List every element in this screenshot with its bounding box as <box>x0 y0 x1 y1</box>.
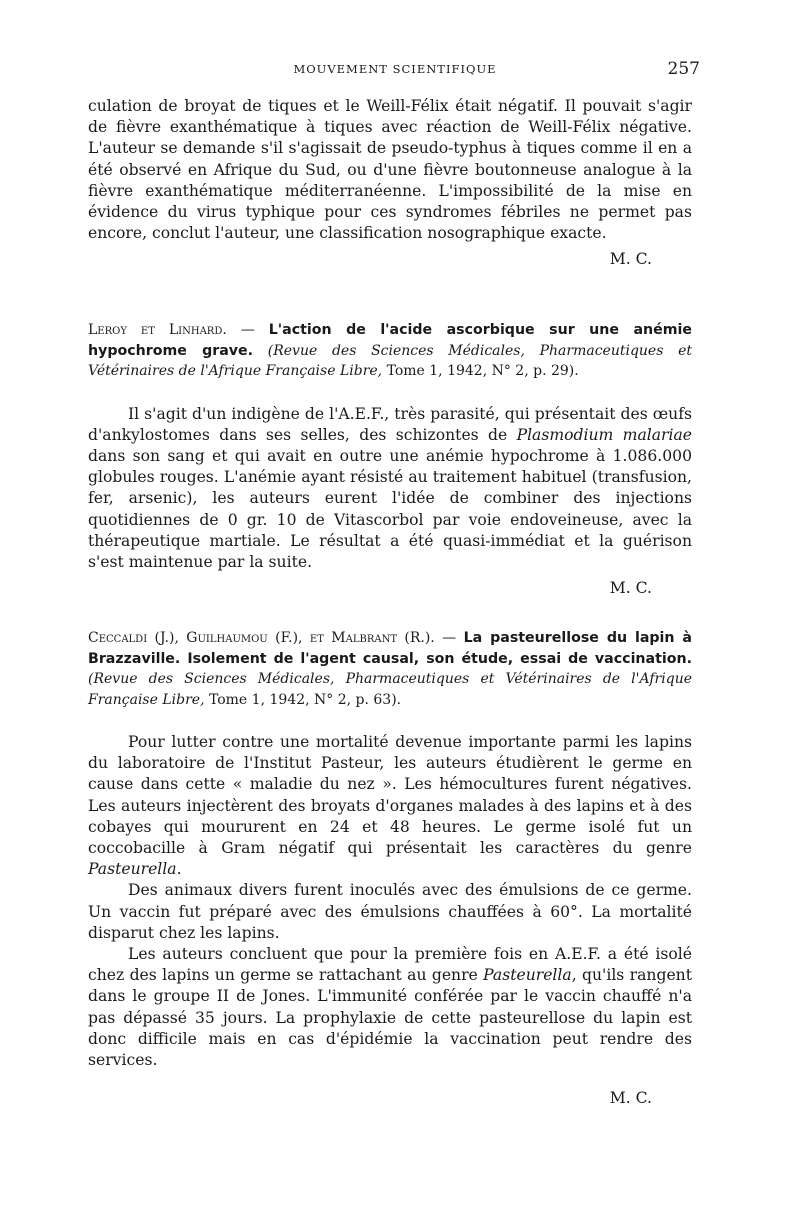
text: Il s'agit d'un indigène de l'A.E.F., très parasité, qui présentait des œufs d'ankylostomes dans ses selles, des schizontes de <box>88 404 692 444</box>
journal-name: (Revue des Sciences Médicales, Pharmaceutiques et Vétérinaires de l'Afrique Française Libre, <box>88 671 692 708</box>
review-entry-pasteurellose <box>88 628 692 1107</box>
text: Pour lutter contre une mortalité devenue importante parmi les lapins du laboratoire de l'Institut Pasteur, les auteurs étudièrent le germe en cause dans cette « maladie du nez ». Les hémocultures furent négatives. Les auteurs injectèrent des broyats d'organes malades à des lapins et à des cobayes qui moururent en 24 et 48 heures. Le germe isolé fut un coccobacille à Gram négatif qui présentait les caractères du genre <box>88 733 692 858</box>
text: Les auteurs concluent que pour la première fois en A.E.F. a été isolé chez des lapins un germe se rattachant au genre <box>88 945 692 985</box>
signature: M. C. <box>609 1089 652 1108</box>
authors: Ceccaldi (J.), Guilhaumou (F.), et Malbrant (R.). <box>88 630 435 646</box>
abstract-paragraph-1 <box>88 732 692 880</box>
running-title: MOUVEMENT SCIENTIFIQUE <box>293 62 497 76</box>
section-continuation <box>88 96 692 268</box>
article-title: L'action de l'acide ascorbique sur une anémie hypochrome grave. <box>88 322 693 359</box>
article-title: La pasteurellose du lapin à Brazzaville. Isolement de l'agent causal, son étude, essai de vaccination. <box>88 630 692 667</box>
genus-name: Pasteurella <box>483 966 572 985</box>
authors: Leroy et Linhard. <box>88 322 227 338</box>
genus-name: Pasteurella <box>88 860 177 879</box>
volume-info: Tome 1, 1942, N° 2, p. 29). <box>382 363 579 379</box>
journal-name: (Revue des Sciences Médicales, Pharmaceutiques et Vétérinaires de l'Afrique Française Libre, <box>88 342 692 379</box>
continuation-paragraph: culation de broyat de tiques et le Weill-Félix était négatif. Il pouvait s'agir de fièvre exanthématique à tiques avec réaction de Weill-Félix négative. L'auteur se demande s'il s'agissait de pseudo-typhus à tiques comme il en a été observé en Afrique du Sud, ou d'une fièvre boutonneuse analogue à la fièvre exanthématique méditerranéenne. L'impossibilité de la mise en évidence du virus typhique pour ces syndromes fébriles ne permet pas encore, conclut l'auteur, une classification nosographique exacte. <box>88 97 692 243</box>
text: . <box>176 860 182 879</box>
reference <box>88 628 692 710</box>
signature: M. C. <box>609 579 652 598</box>
reference <box>88 320 692 382</box>
dash: — <box>434 630 464 646</box>
abstract-paragraph-2: Des animaux divers furent inoculés avec des émulsions de ce germe. Un vaccin fut préparé avec des émulsions chauffées à 60°. La mortalité disparut chez les lapins. <box>88 881 692 942</box>
page-header <box>90 59 700 82</box>
review-entry-ascorbic <box>88 320 692 597</box>
signature: M. C. <box>609 250 652 269</box>
volume-info: Tome 1, 1942, N° 2, p. 63). <box>204 691 402 708</box>
abstract-paragraph <box>88 404 692 574</box>
dash: — <box>226 322 269 338</box>
page-number: 257 <box>667 59 700 79</box>
species-name: Plasmodium malariae <box>516 425 693 444</box>
abstract-paragraph-3 <box>88 944 692 1071</box>
text: , qu'ils rangent dans le groupe II de Jones. L'immunité conférée par le vaccin chauffé n'a pas dépassé 35 jours. La prophylaxie de cette pasteurellose du lapin est donc difficile mais en cas d'épidémie la vaccination peut rendre des services. <box>88 966 692 1070</box>
text: dans son sang et qui avait en outre une anémie hypochrome à 1.086.000 globules rouges. L'anémie ayant résisté au traitement habituel (transfusion, fer, arsenic), les auteurs eurent l'idée de combiner des injections quotidiennes de 0 gr. 10 de Vitascorbol par voie endoveineuse, avec la thérapeutique martiale. Le résultat a été quasi-immédiat et la guérison s'est maintenue par la suite. <box>88 446 692 571</box>
